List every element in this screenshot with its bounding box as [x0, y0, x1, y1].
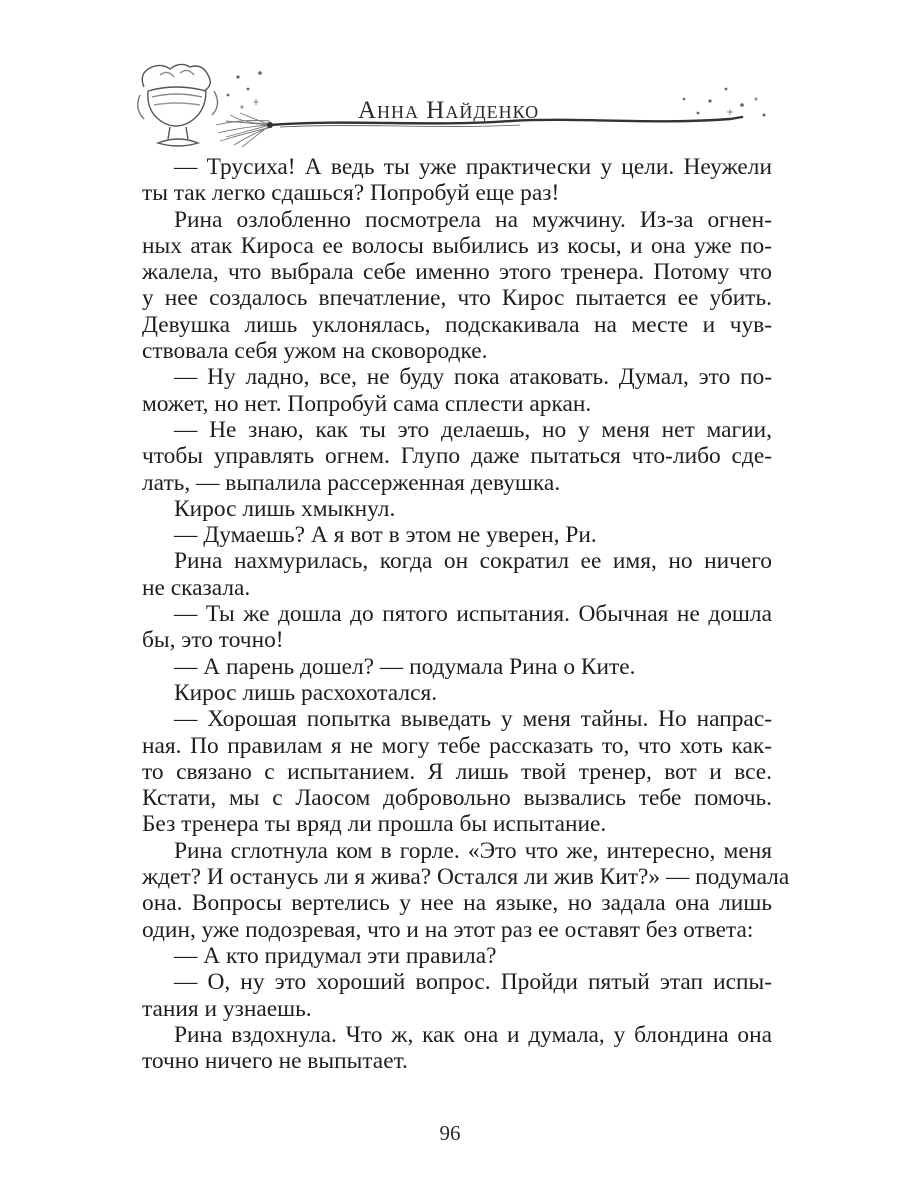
text-line: лать, — выпалила рассерженная девушка.	[142, 469, 561, 496]
text-line: — А парень дошел? — подумала Рина о Ките.	[174, 653, 636, 680]
text-line: ждет? И останусь ли я жива? Остался ли жив Кит?» — подумала	[142, 864, 790, 891]
text-line: Кстати, мы с Лаосом добровольно вызвались тебе помочь.	[142, 785, 772, 812]
text-line: то связано с испытанием. Я лишь твой тренер, вот и все.	[142, 758, 772, 785]
text-line: не сказала.	[142, 574, 251, 601]
text-line: — А кто придумал эти правила?	[174, 942, 497, 969]
text-line: бы, это точно!	[142, 627, 284, 654]
text-line: Рина вздохнула. Что ж, как она и думала, у блондина она	[174, 1021, 772, 1048]
running-header	[130, 55, 780, 155]
text-line: Кирос лишь расхохотался.	[174, 679, 438, 706]
text-line: ная. По правилам я не могу тебе рассказать то, что хоть как-	[142, 732, 772, 759]
text-line: — Трусиха! А ведь ты уже практически у цели. Неужели	[174, 154, 772, 180]
text-line: — О, ну это хороший вопрос. Пройди пятый этап испы-	[174, 969, 772, 996]
text-line: может, но нет. Попробуй сама сплести аркан.	[142, 390, 592, 417]
text-line: — Думаешь? А я вот в этом не уверен, Ри.	[174, 522, 597, 549]
header-author-name: Анна Найденко	[358, 97, 540, 124]
text-line: точно ничего не выпытает.	[142, 1048, 408, 1075]
text-line: — Ты же дошла до пятого испытания. Обычная не дошла	[174, 601, 772, 628]
text-line: Рина сглотнула ком в горле. «Это что же, интересно, меня	[174, 837, 772, 864]
cobweb-icon	[216, 113, 273, 147]
text-line: ных атак Кироса ее волосы выбились из косы, и она уже по-	[142, 232, 772, 259]
text-line: Без тренера ты вряд ли прошла бы испытание.	[142, 811, 607, 838]
body-text	[142, 154, 790, 1075]
text-line: Рина озлобленно посмотрела на мужчину. Из-за огнен-	[174, 206, 772, 233]
text-line: — Ну ладно, все, не буду пока атаковать. Думал, это по-	[174, 364, 772, 391]
text-line: — Хорошая попытка выведать у меня тайны. Но напрас-	[174, 706, 772, 733]
text-line: Кирос лишь хмыкнул.	[174, 495, 396, 522]
text-line: Девушка лишь уклонялась, подскакивала на месте и чув-	[142, 311, 772, 338]
page-number: 96	[439, 1121, 461, 1145]
text-line: один, уже подозревая, что и на этот раз ее оставят без ответа:	[142, 916, 754, 943]
text-line: Рина нахмурилась, когда он сократил ее имя, но ничего	[174, 548, 772, 575]
text-line: ствовала себя ужом на сковородке.	[142, 338, 488, 365]
text-line: тания и узнаешь.	[142, 995, 312, 1022]
text-line: ты так легко сдашься? Попробуй еще раз!	[142, 180, 560, 207]
text-line: — Не знаю, как ты это делаешь, но у меня нет магии,	[174, 416, 772, 443]
text-line: жалела, что выбрала себе именно этого тренера. Потому что	[142, 259, 772, 286]
text-line: чтобы управлять огнем. Глупо даже пытаться что-либо сде-	[142, 443, 772, 470]
text-line: она. Вопросы вертелись у нее на языке, но задала она лишь	[142, 890, 772, 917]
text-line: у нее создалось впечатление, что Кирос пытается ее убить.	[142, 285, 772, 312]
goblet-icon	[138, 64, 218, 146]
